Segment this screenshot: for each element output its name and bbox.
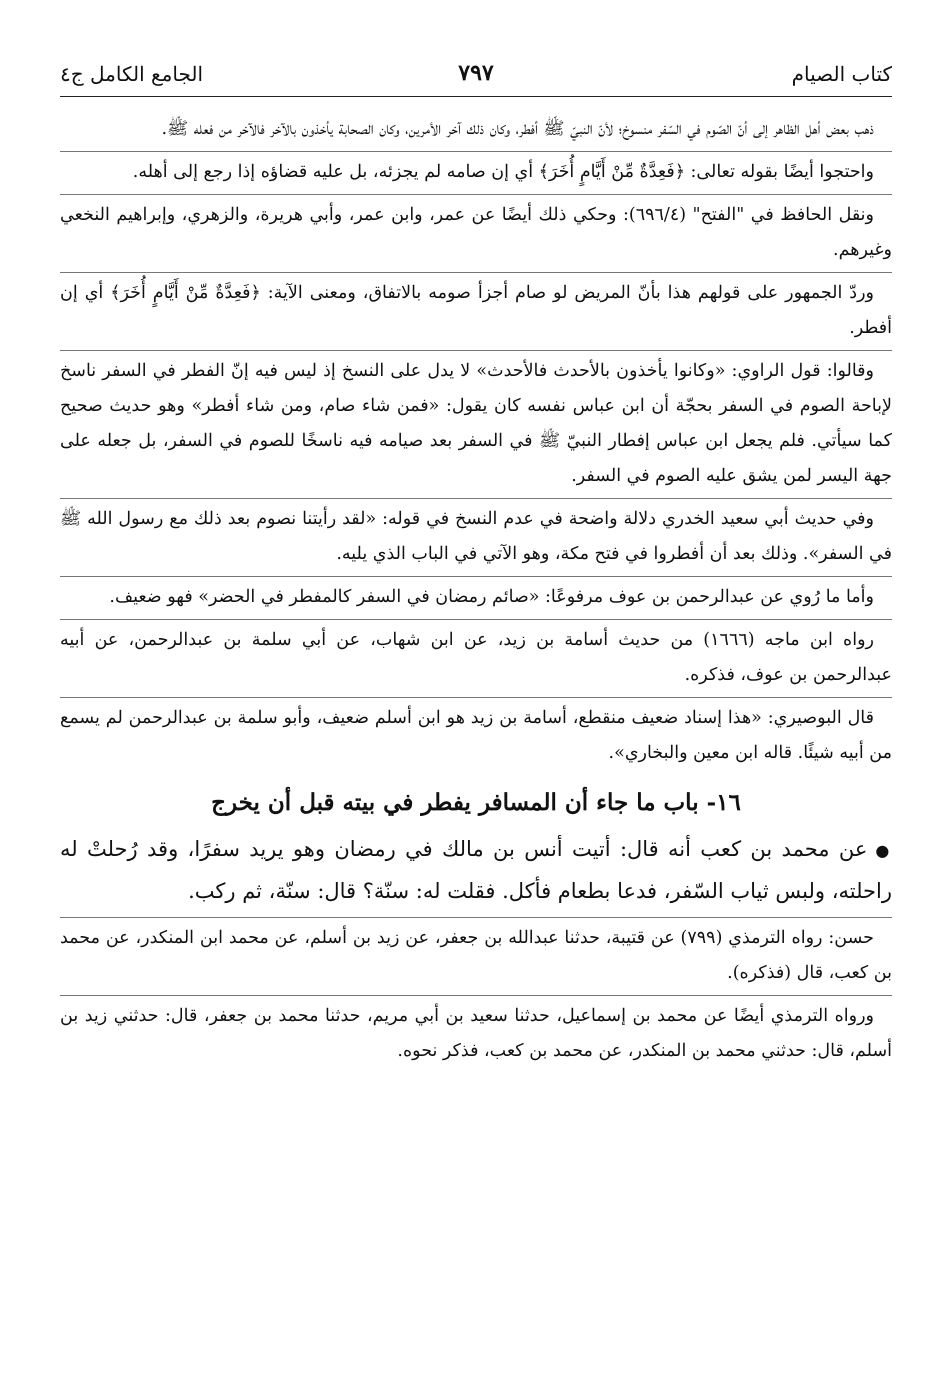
bullet-icon: ● <box>875 841 892 860</box>
running-header <box>60 60 892 97</box>
hadith-text-block <box>60 827 892 918</box>
paragraph-text: وفي حديث أبي سعيد الخدري دلالة واضحة في عدم النسخ في قوله: «لقد رأيتنا نصوم بعد ذلك مع رسول الله ﷺ في السفر». وذلك بعد أن أفطروا في فتح مكة، وهو الآتي في الباب الذي يليه. <box>60 509 892 564</box>
paragraph-text: رواه ابن ماجه (١٦٦٦) من حديث أسامة بن زيد، عن ابن شهاب، عن أبي سلمة بن عبدالرحمن، عن أبيه عبدالرحمن بن عوف، فذكره. <box>60 630 892 685</box>
footnote-text: ورواه الترمذي أيضًا عن محمد بن إسماعيل، حدثنا سعيد بن أبي مريم، حدثنا محمد بن جعفر، قال: حدثني زيد بن أسلم، قال: حدثني محمد بن المنكدر، عن محمد بن كعب، فذكر نحوه. <box>60 1006 892 1061</box>
chapter-heading: ١٦- باب ما جاء أن المسافر يفطر في بيته قبل أن يخرج <box>211 789 741 816</box>
document-page <box>60 60 892 1073</box>
footnote-paragraph <box>60 996 892 1073</box>
paragraph-text: واحتجوا أيضًا بقوله تعالى: ﴿فَعِدَّةٌ مِّنْ أَيَّامٍ أُخَرَ﴾ أي إن صامه لم يجزئه، بل عليه قضاؤه إذا رجع إلى أهله. <box>132 162 874 182</box>
page-number: ٧٩٧ <box>458 60 494 86</box>
paragraph-text: وأما ما رُوي عن عبدالرحمن بن عوف مرفوعًا: «صائم رمضان في السفر كالمفطر في الحضر» فهو ضعيف. <box>109 587 874 607</box>
paragraph <box>60 351 892 499</box>
paragraph <box>60 195 892 273</box>
paragraph <box>60 620 892 698</box>
series-title: الجامع الكامل ج٤ <box>60 62 204 86</box>
paragraph <box>60 499 892 577</box>
paragraph <box>60 577 892 620</box>
takhrij-section <box>60 918 892 1073</box>
paragraph-text: ذهب بعض أهل الظاهر إلى أنّ الصّوم في السّفر منسوخ؛ لأنّ النبيّ ﷺ أفطر، وكان ذلك آخر الأمرين، وكان الصحابة يأخذون بالآخر فالآخر من فعله ﷺ. <box>161 119 874 139</box>
paragraph <box>60 152 892 195</box>
footnote-text: حسن: رواه الترمذي (٧٩٩) عن قتيبة، حدثنا عبدالله بن جعفر، عن زيد بن أسلم، عن محمد ابن المنكدر، عن محمد بن كعب، قال (فذكره). <box>60 928 892 983</box>
paragraph-text: وردّ الجمهور على قولهم هذا بأنّ المريض لو صام أجزأ صومه بالاتفاق، ومعنى الآية: ﴿فَعِدَّةٌ مِّنْ أَيَّامٍ أُخَرَ﴾ أي إن أفطر. <box>60 283 892 338</box>
hadith-text: عن محمد بن كعب أنه قال: أتيت أنس بن مالك في رمضان وهو يريد سفرًا، وقد رُحلتْ له راحلته، ولبس ثياب السّفر، فدعا بطعام فأكل. فقلت له: سنّة؟ قال: سنّة، ثم ركب. <box>60 837 892 903</box>
paragraph-text: قال البوصيري: «هذا إسناد ضعيف منقطع، أسامة بن زيد هو ابن أسلم ضعيف، وأبو سلمة بن عبدالرحمن لم يسمع من أبيه شيئًا. قاله ابن معين والبخاري». <box>60 708 892 763</box>
paragraph-text: وقالوا: قول الراوي: «وكانوا يأخذون بالأحدث فالأحدث» لا يدل على النسخ إذ ليس فيه إنّ الفطر في السفر ناسخ لإباحة الصوم في السفر بحجّة أن ابن عباس نفسه كان يقول: «فمن شاء صام، ومن شاء أفطر» وهو حديث صحيح كما سيأتي. فلم يجعل ابن عباس إفطار النبيّ ﷺ في السفر بعد صيامه فيه ناسخًا للصوم في السفر، بل جعله على جهة اليسر لمن يشق عليه الصوم في السفر. <box>60 361 892 486</box>
paragraph-text: ونقل الحافظ في "الفتح" (٦٩٦/٤): وحكي ذلك أيضًا عن عمر، وابن عمر، وأبي هريرة، والزهري، وإبراهيم النخعي وغيرهم. <box>60 205 892 260</box>
paragraph <box>60 273 892 351</box>
paragraph <box>60 109 892 152</box>
paragraph <box>60 698 892 775</box>
book-title: كتاب الصيام <box>791 62 892 86</box>
footnote-paragraph <box>60 918 892 996</box>
commentary-section <box>60 109 892 775</box>
